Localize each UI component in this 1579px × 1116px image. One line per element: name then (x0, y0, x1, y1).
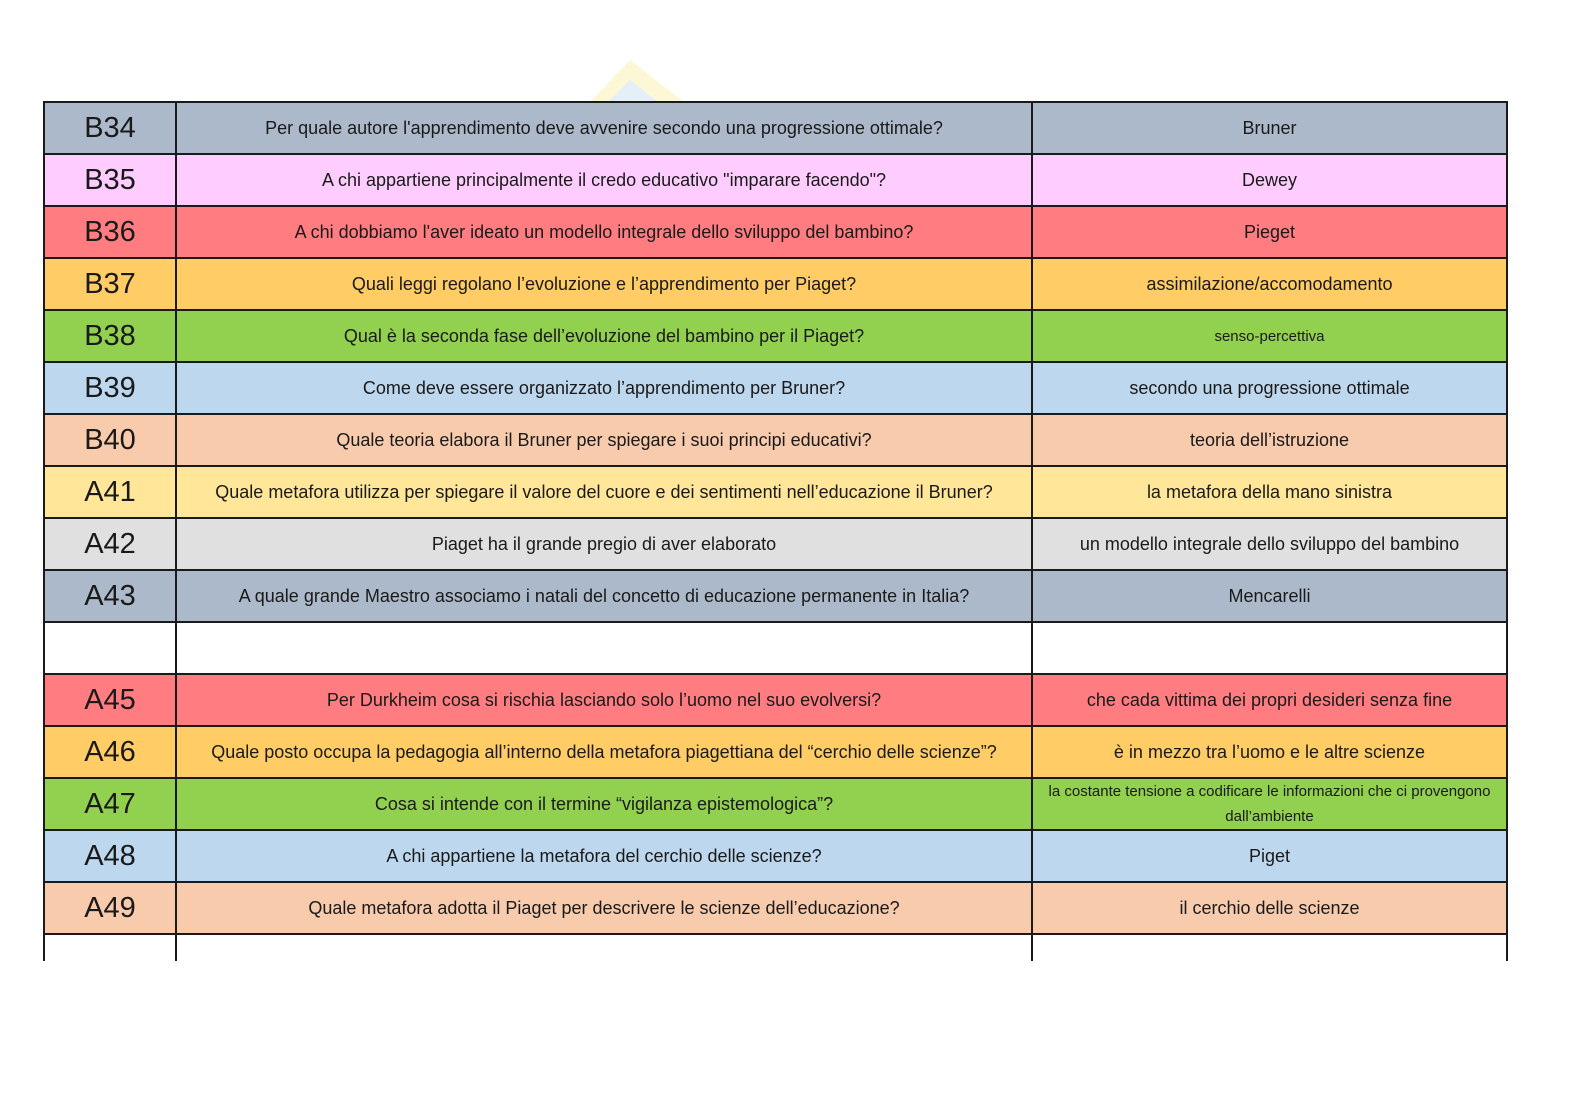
row-code: B34 (44, 102, 176, 154)
table-row (44, 674, 1507, 726)
row-question: Quali leggi regolano l’evoluzione e l’apprendimento per Piaget? (176, 258, 1032, 310)
table-row (44, 882, 1507, 934)
row-answer: teoria dell’istruzione (1032, 414, 1507, 466)
row-question: Qual è la seconda fase dell’evoluzione del bambino per il Piaget? (176, 310, 1032, 362)
row-code: A43 (44, 570, 176, 622)
row-code: A42 (44, 518, 176, 570)
row-question: Come deve essere organizzato l’apprendimento per Bruner? (176, 362, 1032, 414)
row-answer: Mencarelli (1032, 570, 1507, 622)
row-question (176, 622, 1032, 674)
row-code: B40 (44, 414, 176, 466)
row-question: Quale posto occupa la pedagogia all’interno della metafora piagettiana del “cerchio delle scienze”? (176, 726, 1032, 778)
table-row (44, 310, 1507, 362)
quiz-table (43, 101, 1508, 961)
row-question: Quale metafora utilizza per spiegare il valore del cuore e dei sentimenti nell’educazione il Bruner? (176, 466, 1032, 518)
empty-cell (1032, 934, 1507, 961)
empty-cell (176, 934, 1032, 961)
row-answer: Piget (1032, 830, 1507, 882)
table-row (44, 154, 1507, 206)
row-question: Quale teoria elabora il Bruner per spiegare i suoi principi educativi? (176, 414, 1032, 466)
row-answer: è in mezzo tra l’uomo e le altre scienze (1032, 726, 1507, 778)
row-answer: senso-percettiva (1032, 310, 1507, 362)
row-code: A49 (44, 882, 176, 934)
row-question: Quale metafora adotta il Piaget per descrivere le scienze dell’educazione? (176, 882, 1032, 934)
table-row (44, 622, 1507, 674)
row-question: A chi appartiene principalmente il credo educativo "imparare facendo"? (176, 154, 1032, 206)
row-answer (1032, 622, 1507, 674)
table-row (44, 570, 1507, 622)
row-code: B38 (44, 310, 176, 362)
table-row (44, 466, 1507, 518)
row-code (44, 622, 176, 674)
row-code: A48 (44, 830, 176, 882)
table-row (44, 102, 1507, 154)
row-question: A quale grande Maestro associamo i natali del concetto di educazione permanente in Italia? (176, 570, 1032, 622)
row-answer: Pieget (1032, 206, 1507, 258)
table-row (44, 830, 1507, 882)
row-answer: la costante tensione a codificare le informazioni che ci provengono dall’ambiente (1032, 778, 1507, 830)
row-answer: che cada vittima dei propri desideri senza fine (1032, 674, 1507, 726)
row-answer: il cerchio delle scienze (1032, 882, 1507, 934)
row-code: A41 (44, 466, 176, 518)
table-row (44, 414, 1507, 466)
row-question: Per Durkheim cosa si rischia lasciando solo l’uomo nel suo evolversi? (176, 674, 1032, 726)
row-question: Cosa si intende con il termine “vigilanza epistemologica”? (176, 778, 1032, 830)
row-answer: assimilazione/accomodamento (1032, 258, 1507, 310)
table-row (44, 726, 1507, 778)
row-question: Per quale autore l'apprendimento deve avvenire secondo una progressione ottimale? (176, 102, 1032, 154)
row-code: A45 (44, 674, 176, 726)
row-question: Piaget ha il grande pregio di aver elaborato (176, 518, 1032, 570)
row-answer: la metafora della mano sinistra (1032, 466, 1507, 518)
row-answer: Dewey (1032, 154, 1507, 206)
row-question: A chi appartiene la metafora del cerchio delle scienze? (176, 830, 1032, 882)
row-code: A47 (44, 778, 176, 830)
row-code: A46 (44, 726, 176, 778)
row-answer: Bruner (1032, 102, 1507, 154)
row-answer: un modello integrale dello sviluppo del bambino (1032, 518, 1507, 570)
row-code: B37 (44, 258, 176, 310)
row-code: B39 (44, 362, 176, 414)
table-row (44, 518, 1507, 570)
row-code: B36 (44, 206, 176, 258)
table-row (44, 206, 1507, 258)
row-question: A chi dobbiamo l'aver ideato un modello integrale dello sviluppo del bambino? (176, 206, 1032, 258)
row-code: B35 (44, 154, 176, 206)
table-row (44, 778, 1507, 830)
table-row-trailing (44, 934, 1507, 961)
table-row (44, 258, 1507, 310)
table-row (44, 362, 1507, 414)
empty-cell (44, 934, 176, 961)
row-answer: secondo una progressione ottimale (1032, 362, 1507, 414)
